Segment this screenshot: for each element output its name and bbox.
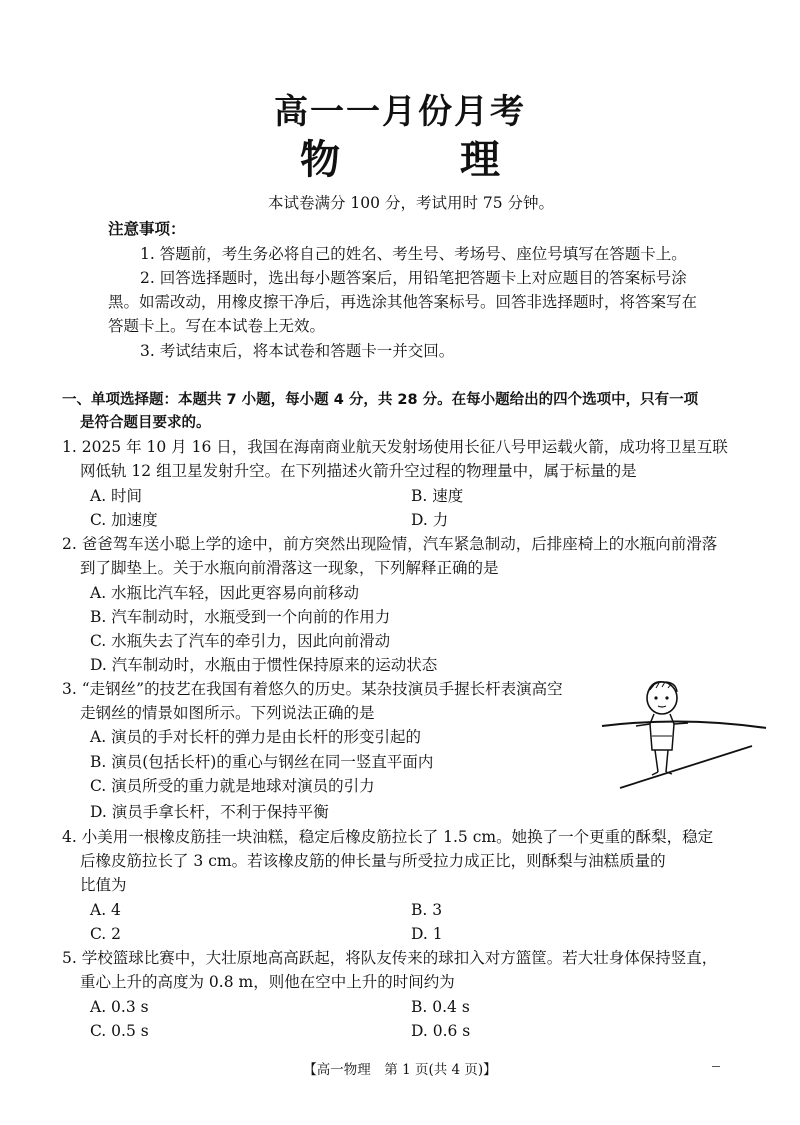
page-footer: 【高一物理 第 1 页(共 4 页)】: [303, 1062, 497, 1078]
notice-line: 答题卡上。写在本试卷上无效。: [108, 317, 326, 335]
question-2-option-a: A. 水瓶比汽车轻，因此更容易向前移动: [90, 584, 360, 602]
question-3-text: 3. “走钢丝”的技艺在我国有着悠久的历史。某杂技演员手握长杆表演高空: [62, 680, 563, 698]
question-2-text: 到了脚垫上。关于水瓶向前滑落这一现象，下列解释正确的是: [80, 559, 499, 577]
question-3-option-b: B. 演员(包括长杆)的重心与钢丝在同一竖直平面内: [90, 753, 434, 771]
question-1-option-a: A. 时间: [90, 487, 143, 505]
question-5-option-b: B. 0.4 s: [411, 998, 470, 1016]
question-5-text: 重心上升的高度为 0.8 m，则他在空中上升的时间约为: [80, 973, 455, 991]
subject-title: 物 理: [300, 137, 540, 183]
tightrope-walker-figure: [600, 676, 768, 796]
question-5-option-c: C. 0.5 s: [90, 1022, 149, 1040]
question-4-option-c: C. 2: [90, 925, 122, 943]
question-4-text: 后橡皮筋拉长了 3 cm。若该橡皮筋的伸长量与所受拉力成正比，则酥梨与油糕质量的: [80, 852, 666, 870]
exam-info: 本试卷满分 100 分，考试用时 75 分钟。: [268, 194, 555, 212]
question-5-option-a: A. 0.3 s: [90, 998, 149, 1016]
section-heading: 是符合题目要求的。: [80, 415, 211, 431]
notice-line: 2. 回答选择题时，选出每小题答案后，用铅笔把答题卡上对应题目的答案标号涂: [140, 269, 687, 287]
question-1-option-c: C. 加速度: [90, 511, 158, 529]
question-3-text: 走钢丝的情景如图所示。下列说法正确的是: [80, 704, 375, 722]
question-4-text: 4. 小美用一根橡皮筋挂一块油糕，稳定后橡皮筋拉长了 1.5 cm。她换了一个更重的酥梨，稳定: [62, 828, 714, 846]
question-4-text: 比值为: [80, 876, 127, 894]
question-5-option-d: D. 0.6 s: [411, 1022, 471, 1040]
notice-line: 3. 考试结束后，将本试卷和答题卡一并交回。: [140, 342, 455, 360]
question-2-text: 2. 爸爸驾车送小聪上学的途中，前方突然出现险情，汽车紧急制动，后排座椅上的水瓶向前滑落: [62, 535, 718, 553]
exam-title: 高一一月份月考: [274, 92, 526, 132]
question-5-text: 5. 学校篮球比赛中，大壮原地高高跃起，将队友传来的球扣入对方篮筐。若大壮身体保持竖直，: [62, 949, 718, 967]
question-3-option-c: C. 演员所受的重力就是地球对演员的引力: [90, 777, 375, 795]
question-1-text: 1. 2025 年 10 月 16 日，我国在海南商业航天发射场使用长征八号甲运载火箭，成功将卫星互联: [62, 438, 728, 456]
notice-line: 黑。如需改动，用橡皮擦干净后，再选涂其他答案标号。回答非选择题时，将答案写在: [108, 293, 698, 311]
question-4-option-d: D. 1: [411, 925, 443, 943]
question-1-option-b: B. 速度: [411, 487, 464, 505]
question-1-option-d: D. 力: [411, 511, 449, 529]
question-2-option-d: D. 汽车制动时，水瓶由于惯性保持原来的运动状态: [90, 656, 438, 674]
question-2-option-b: B. 汽车制动时，水瓶受到一个向前的作用力: [90, 608, 391, 626]
question-3-option-d: D. 演员手拿长杆，不利于保持平衡: [90, 803, 329, 821]
notice-line: 1. 答题前，考生务必将自己的姓名、考生号、考场号、座位号填写在答题卡上。: [140, 245, 687, 263]
question-4-option-b: B. 3: [411, 901, 443, 919]
question-1-text: 网低轨 12 组卫星发射升空。在下列描述火箭升空过程的物理量中，属于标量的是: [80, 462, 637, 480]
notice-heading: 注意事项：: [108, 220, 186, 238]
question-3-option-a: A. 演员的手对长杆的弹力是由长杆的形变引起的: [90, 728, 422, 746]
question-2-option-c: C. 水瓶失去了汽车的牵引力，因此向前滑动: [90, 632, 391, 650]
question-4-option-a: A. 4: [90, 901, 121, 919]
section-heading: 一、单项选择题：本题共 7 小题，每小题 4 分，共 28 分。在每小题给出的四个选项中，只有一项: [62, 392, 699, 408]
corner-mark: [712, 1066, 720, 1067]
